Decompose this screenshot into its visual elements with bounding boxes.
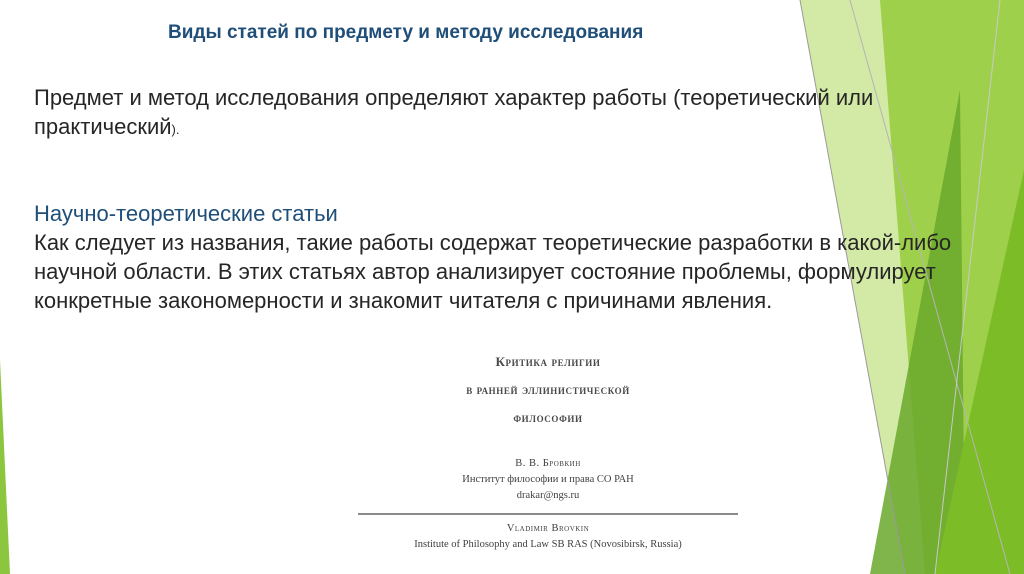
author-ru: В. В. Бровкин <box>515 458 581 469</box>
body-paragraph: Как следует из названия, такие работы содержат теоретические разработки в какой-либо научной области. В этих статьях автор анализирует состояние проблемы, формулирует конкретные закономерности и знакомит читателя с причинами явления. <box>34 230 952 313</box>
article-author-block-en <box>358 521 738 553</box>
article-title <box>358 348 738 432</box>
article-title-line-1: Критика религии <box>495 354 601 369</box>
affiliation-en: Institute of Philosophy and Law SB RAS (Novosibirsk, Russia) <box>414 539 682 550</box>
article-title-line-2: в ранней эллинистической <box>466 382 630 397</box>
article-title-line-3: философии <box>513 410 583 425</box>
article-scan <box>358 346 738 568</box>
affiliation-ru: Институт философии и права СО РАН <box>462 474 634 485</box>
intro-paragraph <box>34 83 964 144</box>
author-email: drakar@ngs.ru <box>516 490 580 501</box>
divider-rule <box>358 513 738 515</box>
author-en: Vladimir Brovkin <box>506 523 590 534</box>
intro-paragraph-text: Предмет и метод исследования определяют характер работы (теоретический или практический <box>34 85 874 139</box>
intro-paragraph-end: ). <box>171 122 180 137</box>
left-green-sliver <box>0 360 10 574</box>
article-author-block <box>358 456 738 504</box>
slide-title: Виды статей по предмету и методу исследования <box>168 22 644 43</box>
subheading: Научно-теоретические статьи <box>34 201 338 226</box>
